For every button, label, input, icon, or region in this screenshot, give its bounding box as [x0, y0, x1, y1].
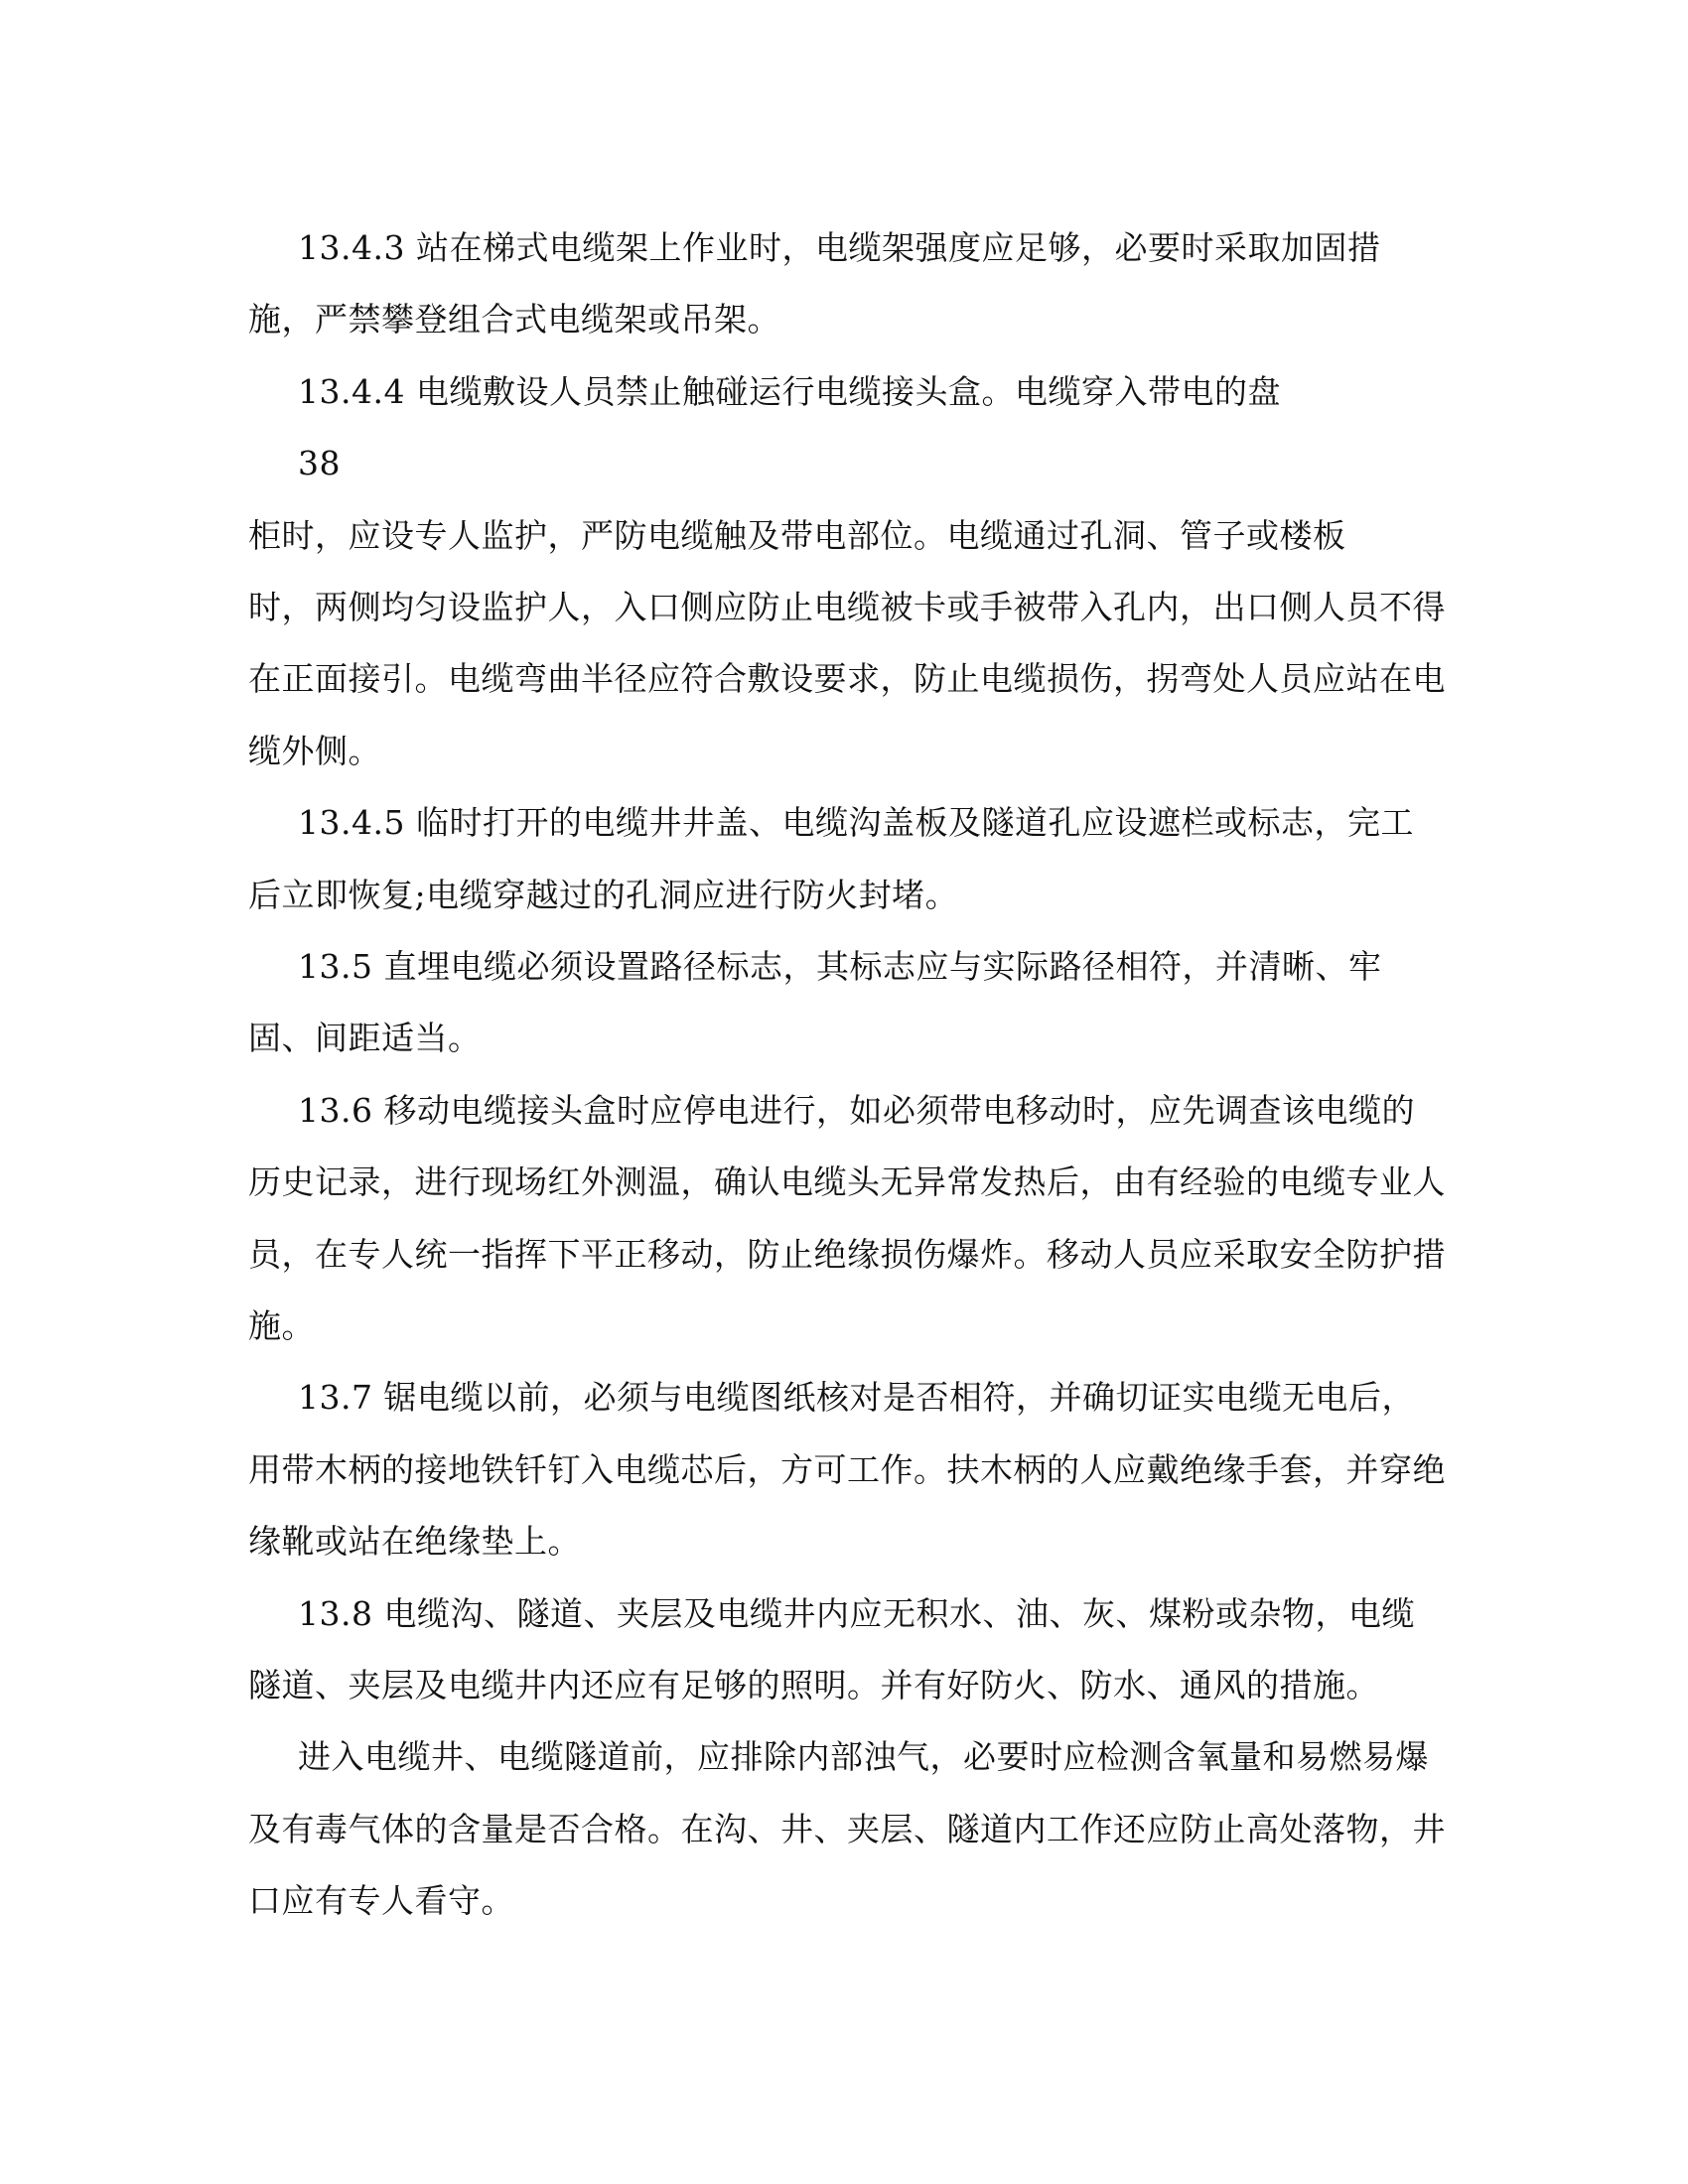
text-line: 时，两侧均匀设监护人，入口侧应防止电缆被卡或手被带入孔内，出口侧人员不得 — [248, 588, 1446, 626]
text-line: 13.7 锯电缆以前，必须与电缆图纸核对是否相符，并确切证实电缆无电后， — [298, 1378, 1415, 1417]
text-line: 13.4.4 电缆敷设人员禁止触碰运行电缆接头盒。电缆穿入带电的盘 — [298, 372, 1281, 411]
text-line: 缘靴或站在绝缘垫上。 — [248, 1522, 581, 1561]
text-line: 后立即恢复;电缆穿越过的孔洞应进行防火封堵。 — [248, 876, 959, 914]
text-line: 施，严禁攀登组合式电缆架或吊架。 — [248, 300, 780, 339]
text-line: 员，在专人统一指挥下平正移动，防止绝缘损伤爆炸。移动人员应采取安全防护措 — [248, 1235, 1446, 1274]
text-line: 隧道、夹层及电缆井内还应有足够的照明。并有好防火、防水、通风的措施。 — [248, 1666, 1379, 1705]
text-line: 13.8 电缆沟、隧道、夹层及电缆井内应无积水、油、灰、煤粉或杂物，电缆 — [298, 1594, 1415, 1633]
text-line: 固、间距适当。 — [248, 1019, 482, 1057]
text-line: 13.4.5 临时打开的电缆井井盖、电缆沟盖板及隧道孔应设遮栏或标志，完工 — [298, 803, 1414, 842]
text-line: 及有毒气体的含量是否合格。在沟、井、夹层、隧道内工作还应防止高处落物，井 — [248, 1810, 1446, 1848]
text-line: 柜时，应设专人监护，严防电缆触及带电部位。电缆通过孔洞、管子或楼板 — [248, 516, 1346, 555]
text-line: 施。 — [248, 1306, 315, 1345]
text-line: 13.5 直埋电缆必须设置路径标志，其标志应与实际路径相符，并清晰、牢 — [298, 947, 1382, 986]
text-line: 缆外侧。 — [248, 732, 381, 770]
text-line: 在正面接引。电缆弯曲半径应符合敷设要求，防止电缆损伤，拐弯处人员应站在电 — [248, 659, 1446, 698]
text-line: 口应有专人看守。 — [248, 1881, 514, 1920]
text-line: 用带木柄的接地铁钎钉入电缆芯后，方可工作。扶木柄的人应戴绝缘手套，并穿绝 — [248, 1450, 1446, 1489]
text-line: 13.6 移动电缆接头盒时应停电进行，如必须带电移动时，应先调查该电缆的 — [298, 1091, 1415, 1130]
page-number: 38 — [298, 444, 341, 482]
text-line: 历史记录，进行现场红外测温，确认电缆头无异常发热后，由有经验的电缆专业人 — [248, 1162, 1446, 1201]
text-line: 13.4.3 站在梯式电缆架上作业时，电缆架强度应足够，必要时采取加固措 — [298, 228, 1381, 267]
text-line: 进入电缆井、电缆隧道前，应排除内部浊气，必要时应检测含氧量和易燃易爆 — [298, 1737, 1429, 1776]
